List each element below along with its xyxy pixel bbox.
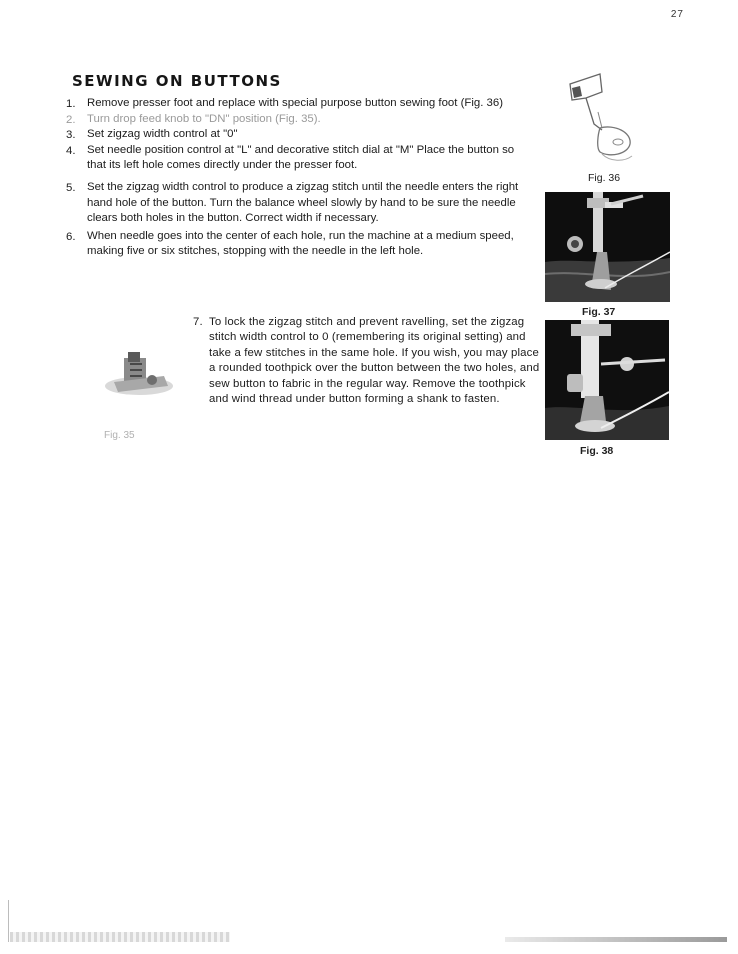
step-number: 7. [193,316,203,328]
fig-38-photo [545,320,669,440]
step-number: 6. [66,230,76,243]
step-7 [193,315,545,407]
step-5 [66,180,528,227]
step-number: 2. [66,113,76,126]
step-text: Remove presser foot and replace with special purpose button sewing foot [87,97,461,109]
scan-edge-left [8,900,9,942]
fig-35-caption: Fig. 35 [104,430,135,441]
step-6 [66,229,525,260]
step-number: 5. [66,181,76,194]
step-text: Turn drop feed knob to "DN" position [87,112,276,125]
step-number: 1. [66,98,76,110]
step-text: Set zigzag width control at "0" [87,128,238,141]
figure-reference: (Fig. 35). [275,112,321,125]
page-number: 27 [670,9,684,20]
section-title: SEWING ON BUTTONS [72,72,282,90]
instruction-steps [66,96,528,260]
fig-37-caption: Fig. 37 [582,306,616,318]
step-text: To lock the zigzag stitch and prevent ravelling, set the zigzag stitch width control to 0 (remembering its original setting) and take a few stitches in the same hole. If you wish, you may place a rounded toothpick over the button between the two holes, and sew button to fabric in the regular way. Remove the toothpick and wind thread under button forming a shank to fasten. [209,316,540,406]
step-number: 3. [66,129,76,142]
step-number: 4. [66,144,76,157]
scan-artifact-footer-left [10,932,230,942]
step-2 [66,112,528,128]
figure-reference: (Fig. 36) [460,97,503,109]
scan-artifact-footer-right [505,937,727,942]
fig-36-illustration [558,72,644,168]
fig-38-caption: Fig. 38 [580,445,614,457]
step-text: Set needle position control at "L" and decorative stitch dial at "M" Place the button so that its left hole comes directly under the presser foot. [87,143,515,172]
step-text: When needle goes into the center of each hole, run the machine at a medium speed, making five or six stitches, stopping with the needle in the left hole. [87,229,514,258]
step-3 [66,127,528,143]
fig-37-photo [545,192,670,302]
step-4 [66,143,528,174]
step-text: Set the zigzag width control to produce a zigzag stitch until the needle enters the right hand hole of the button. Turn the balance wheel slowly by hand to be sure the needle clears both holes in the button. Correct width if necessary. [87,180,519,225]
fig-35-illustration [94,346,180,402]
step-1 [66,96,528,112]
fig-36-caption: Fig. 36 [588,172,621,184]
